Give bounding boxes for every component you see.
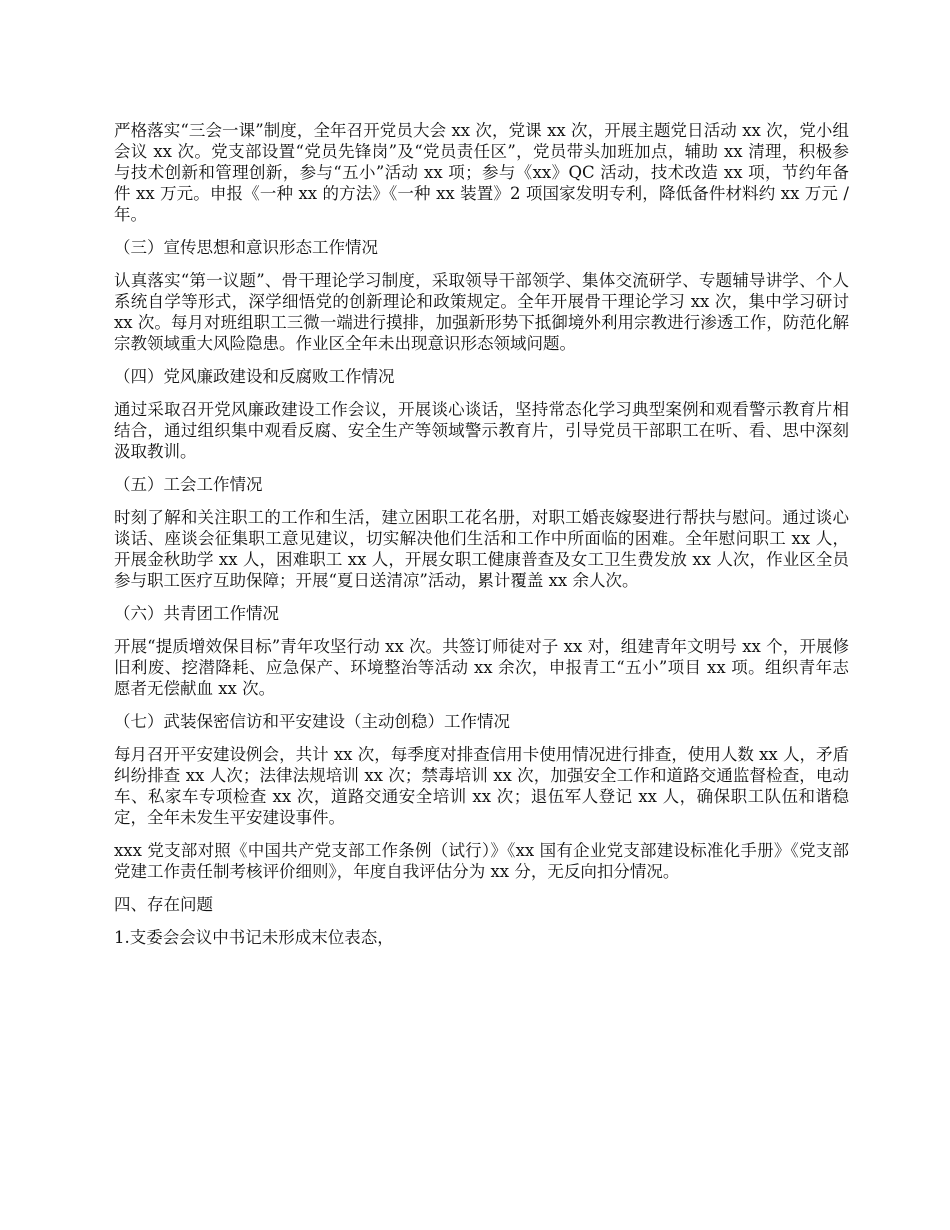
heading-problems: 四、存在问题 (114, 895, 213, 914)
paragraph-security: 每月召开平安建设例会，共计 xx 次，每季度对排查信用卡使用情况进行排查，使用人数 xx 人，矛盾纠纷排查 xx 人次；法律法规培训 xx 次；禁毒培训 xx 次，加强安全工作和道路交通监督检查，电动车、私家车专项检查 xx 次，道路交通安全培训 xx 次；退伍军人登记 xx 人，确保职工队伍和谐稳定，全年未发生平安建设事件。 (114, 745, 849, 827)
paragraph-party-meetings: 严格落实“三会一课”制度，全年召开党员大会 xx 次，党课 xx 次，开展主题党日活动 xx 次，党小组会议 xx 次。党支部设置“党员先锋岗”及“党员责任区”，党员带头加班加点，辅助 xx 清理，积极参与技术创新和管理创新，参与“五小”活动 xx 项；参与《xx》QC 活动，技术改造 xx 项，节约年备件 xx 万元。申报《一种 xx 的方法》《一种 xx 装置》2 项国家发明专利，降低备件材料约 xx 万元 / 年。 (114, 121, 849, 224)
paragraph-self-assessment: xxx 党支部对照《中国共产党支部工作条例（试行）》《xx 国有企业党支部建设标准化手册》《党支部党建工作责任制考核评价细则》，年度自我评估分为 xx 分，无反向扣分情况。 (114, 841, 849, 881)
heading-security: （七）武装保密信访和平安建设（主动创稳）工作情况 (114, 712, 510, 731)
document-page (114, 120, 849, 960)
paragraph-youth-league: 开展“提质增效保目标”青年攻坚行动 xx 次。共签订师徒对子 xx 对，组建青年文明号 xx 个，开展修旧利废、挖潜降耗、应急保产、环境整治等活动 xx 余次，申报青工“五小”项目 xx 项。组织青年志愿者无偿献血 xx 次。 (114, 637, 849, 698)
heading-union: （五）工会工作情况 (114, 475, 263, 494)
heading-anti-corruption: （四）党风廉政建设和反腐败工作情况 (114, 367, 395, 386)
heading-propaganda: （三）宣传思想和意识形态工作情况 (114, 238, 378, 257)
paragraph-anti-corruption: 通过采取召开党风廉政建设工作会议，开展谈心谈话，坚持常态化学习典型案例和观看警示教育片相结合，通过组织集中观看反腐、安全生产等领域警示教育片，引导党员干部职工在听、看、思中深刻汲取教训。 (114, 400, 849, 461)
paragraph-propaganda: 认真落实“第一议题”、骨干理论学习制度，采取领导干部领学、集体交流研学、专题辅导讲学、个人系统自学等形式，深学细悟党的创新理论和政策规定。全年开展骨干理论学习 xx 次，集中学习研讨 xx 次。每月对班组职工三微一端进行摸排，加强新形势下抵御境外利用宗教进行渗透工作，防范化解宗教领域重大风险隐患。作业区全年未出现意识形态领域问题。 (114, 271, 849, 353)
heading-youth-league: （六）共青团工作情况 (114, 604, 279, 623)
paragraph-union: 时刻了解和关注职工的工作和生活，建立困职工花名册，对职工婚丧嫁娶进行帮扶与慰问。通过谈心谈话、座谈会征集职工意见建议，切实解决他们生活和工作中所面临的困难。全年慰问职工 xx 人，开展金秋助学 xx 人，困难职工 xx 人，开展女职工健康普查及女工卫生费发放 xx 人次，作业区全员参与职工医疗互助保障；开展“夏日送清凉”活动，累计覆盖 xx 余人次。 (114, 508, 849, 590)
paragraph-problem-1: 1.支委会会议中书记未形成末位表态， (114, 928, 394, 947)
